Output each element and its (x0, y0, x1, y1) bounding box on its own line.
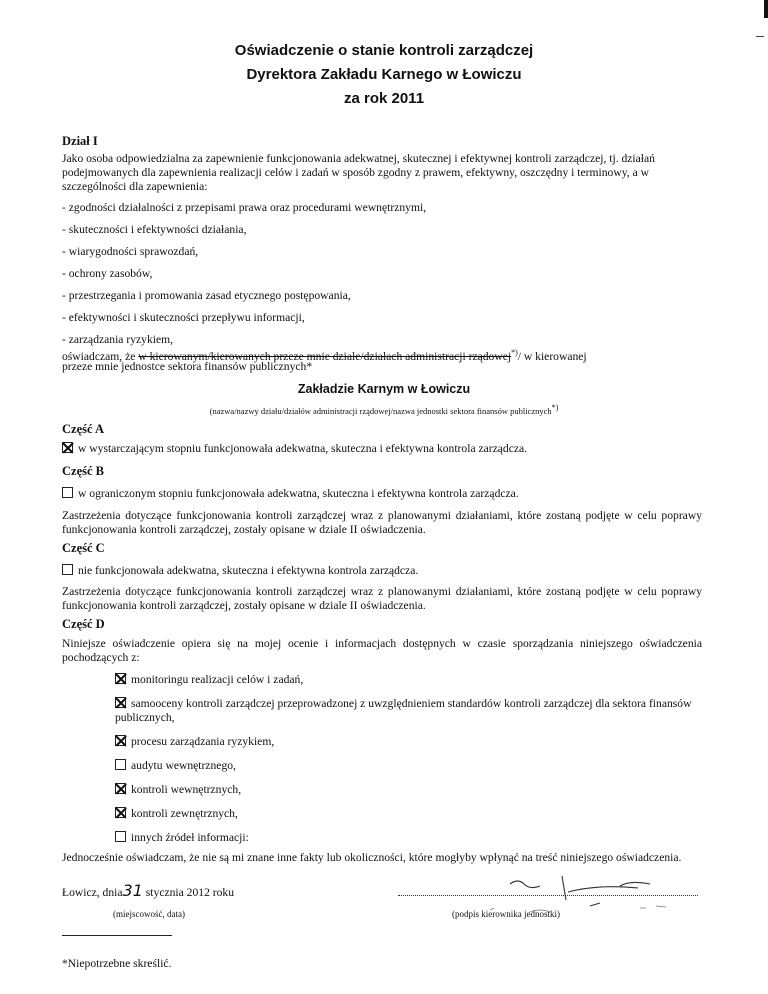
date-suffix: stycznia 2012 roku (145, 886, 235, 899)
source-internal-audit (115, 759, 236, 773)
footnote-rule (62, 935, 172, 936)
declaration-slash: / (517, 349, 521, 363)
part-a-header: Część A (62, 422, 104, 436)
handwritten-day: 31 (122, 881, 143, 900)
part-b-text: w ograniczonym stopniu funkcjonowała adekwatna, skuteczna i efektywna kontrola zarządcza. (78, 487, 519, 500)
title-line-1: Oświadczenie o stanie kontroli zarządczej (234, 42, 534, 59)
section-header-dzial-1: Dział I (62, 134, 98, 148)
source-self-assessment (115, 697, 705, 725)
source-checkbox[interactable] (115, 697, 126, 708)
list-item: - zgodności działalności z przepisami prawa oraz procedurami wewnętrznymi, (62, 201, 427, 214)
place-prefix: Łowicz, dnia (62, 886, 123, 899)
list-item: - wiarygodności sprawozdań, (62, 245, 199, 258)
source-label: innych źródeł informacji: (131, 831, 249, 844)
part-b-checkbox[interactable] (62, 487, 73, 498)
part-c-header: Część C (62, 541, 105, 555)
source-label: monitoringu realizacji celów i zadań, (131, 673, 304, 686)
part-d-intro: Niniejsze oświadczenie opiera się na mojej ocenie i informacjach dostępnych w czasie sporządzania niniejszego oświadczenia pochodzących z: (62, 637, 702, 664)
signature-caption: (podpis kierownika jednostki) (452, 909, 560, 919)
footnote: *Niepotrzebne skreślić. (62, 957, 172, 970)
part-d-header: Część D (62, 617, 105, 631)
source-internal-controls (115, 783, 241, 797)
part-b-option (62, 487, 519, 501)
scan-edge-line (756, 36, 764, 37)
part-b-header: Część B (62, 464, 104, 478)
part-c-note: Zastrzeżenia dotyczące funkcjonowania kontroli zarządczej wraz z planowanymi działaniami, które zostaną podjęte w celu poprawy funkcjonowania kontroli zarządczej, zostały opisane w dziale II oświadczenia. (62, 585, 702, 612)
section-intro: Jako osoba odpowiedzialna za zapewnienie funkcjonowania adekwatnej, skutecznej i efektywnej kontroli zarządczej, tj. działań podejmowanych dla zapewnienia realizacji celów i zadań w sposób zgodny z prawem, efektywny, oszczędny i terminowy, a w szczególności dla zapewnienia: (62, 152, 655, 193)
source-external-controls (115, 807, 238, 821)
source-label: kontroli wewnętrznych, (131, 783, 242, 796)
source-label: audytu wewnętrznego, (131, 759, 236, 772)
source-checkbox[interactable] (115, 831, 126, 842)
part-b-note: Zastrzeżenia dotyczące funkcjonowania kontroli zarządczej wraz z planowanymi działaniami, które zostaną podjęte w celu poprawy funkcjonowania kontroli zarządczej, zostały opisane w dziale II oświadczenia. (62, 509, 702, 536)
declaration-start: oświadczam, że (62, 349, 139, 363)
list-item: - zarządzania ryzykiem, (62, 333, 174, 346)
closing-statement: Jednocześnie oświadczam, że nie są mi znane inne fakty lub okoliczności, które mogłyby wpłynąć na treść niniejszego oświadczenia. (62, 851, 682, 864)
source-checkbox[interactable] (115, 673, 126, 684)
source-other (115, 831, 249, 845)
unit-caption-text: (nazwa/nazwy działu/działów administracji rządowej/nazwa jednostki sektora finansów publicznych (209, 405, 552, 416)
part-a-checkbox[interactable] (62, 442, 73, 453)
list-item: - przestrzegania i promowania zasad etycznego postępowania, (62, 289, 351, 302)
source-checkbox[interactable] (115, 759, 126, 770)
source-checkbox[interactable] (115, 783, 126, 794)
unit-caption-footnote-mark: *) (551, 403, 559, 412)
list-item: - skuteczności i efektywności działania, (62, 223, 247, 236)
unit-caption (0, 403, 768, 416)
part-a-text: w wystarczającym stopniu funkcjonowała adekwatna, skuteczna i efektywna kontrola zarządcza. (78, 442, 528, 455)
source-monitoring (115, 673, 303, 687)
source-checkbox[interactable] (115, 735, 126, 746)
declaration-footnote-mark: *) (511, 348, 518, 357)
part-c-checkbox[interactable] (62, 564, 73, 575)
source-label: kontroli zewnętrznych, (131, 807, 238, 820)
scan-edge-mark (764, 0, 768, 18)
part-a-option (62, 442, 527, 456)
declaration-struck-text: w kierowanym/kierowanych przeze mnie dziale/działach administracji rządowej (138, 349, 512, 363)
place-date (62, 881, 235, 900)
list-item: - ochrony zasobów, (62, 267, 153, 280)
unit-name: Zakładzie Karnym w Łowiczu (297, 382, 471, 396)
title-line-2: Dyrektora Zakładu Karnego w Łowiczu (246, 66, 522, 83)
title-line-3: za rok 2011 (343, 90, 425, 107)
part-c-option (62, 564, 418, 578)
source-risk-management (115, 735, 274, 749)
declaration-line-2: przeze mnie jednostce sektora finansów publicznych* (62, 360, 313, 373)
part-c-text: nie funkcjonowała adekwatna, skuteczna i efektywna kontrola zarządcza. (78, 564, 419, 577)
source-checkbox[interactable] (115, 807, 126, 818)
list-item: - efektywności i skuteczności przepływu informacji, (62, 311, 305, 324)
declaration-end: w kierowanej (520, 349, 587, 363)
source-label: samooceny kontroli zarządczej przeprowadzonej z uwzględnieniem standardów kontroli zarządczej dla sektora finansów publicznych, (115, 697, 692, 724)
source-label: procesu zarządzania ryzykiem, (131, 735, 275, 748)
place-caption: (miejscowość, data) (113, 909, 185, 919)
